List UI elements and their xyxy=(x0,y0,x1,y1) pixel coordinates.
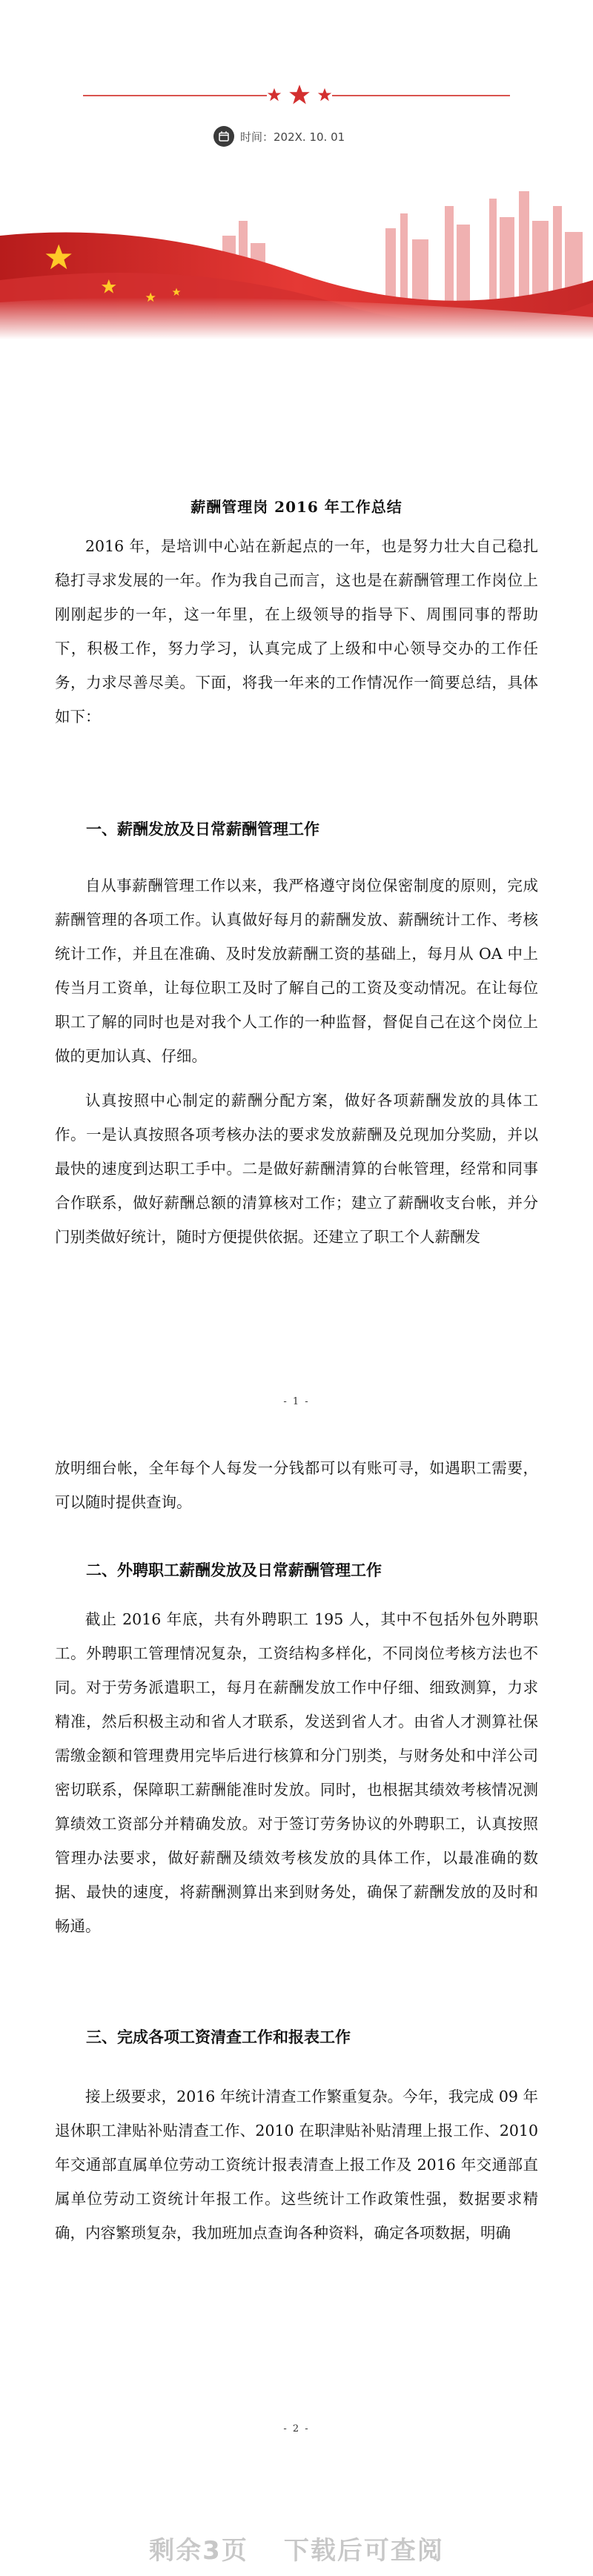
page-number-1: - 1 - xyxy=(283,1396,310,1407)
intro-paragraph: 2016 年，是培训中心站在新起点的一年，也是努力壮大自己稳扎稳打寻求发展的一年。作为我自己而言，这也是在薪酬管理工作岗位上刚刚起步的一年，这一年里，在上级领导的指导下、周围同事的帮助下，积极工作，努力学习，认真完成了上级和中心领导交办的工作任务，力求尽善尽美。下面，将我一年来的工作情况作一简要总结，具体如下： xyxy=(55,537,538,726)
section-3-paragraph-1: 接上级要求，2016 年统计清查工作繁重复杂。今年，我完成 09 年退休职工津贴补贴清查工作、2010 在职津贴补贴清理上报工作、2010 年交通部直属单位劳动工资统计报表清查上报工作及 2016 年交通部直属单位劳动工资统计年报工作。这些统计工作政策性强，数据要求精确，内容繁琐复杂，我加班加点查询各种资料，确定各项数据，明确 xyxy=(55,2088,538,2242)
section-1-paragraph-1: 自从事薪酬管理工作以来，我严格遵守岗位保密制度的原则，完成薪酬管理的各项工作。认真做好每月的薪酬发放、薪酬统计工作、考核统计工作，并且在准确、及时发放薪酬工资的基础上，每月从 OA 中上传当月工资单，让每位职工及时了解自己的工资及变动情况。在让每位职工了解的同时也是对我个人工作的一种监督，督促自己在这个岗位上做的更加认真、仔细。 xyxy=(55,877,538,1065)
section-3-heading: 三、完成各项工资清查工作和报表工作 xyxy=(86,2028,351,2046)
download-prompt[interactable] xyxy=(0,2520,593,2576)
download-to-view-text: 下载后可查阅 xyxy=(283,2535,444,2566)
star-icon xyxy=(317,87,332,102)
header-rule-left xyxy=(83,95,267,96)
header-banner xyxy=(0,191,593,339)
section-2-paragraph-1: 截止 2016 年底，共有外聘职工 195 人，其中不包括外包外聘职工。外聘职工管理情况复杂，工资结构多样化，不同岗位考核方法也不同。对于劳务派遣职工，每月在薪酬发放工作中仔细、细致测算，力求精准，然后积极主动和省人才联系，发送到省人才。由省人才测算社保需缴金额和管理费用完毕后进行核算和分门别类，与财务处和中洋公司密切联系，保障职工薪酬能准时发放。同时，也根据其绩效考核情况测算绩效工资部分并精确发放。对于签订劳务协议的外聘职工，认真按照管理办法要求，做好薪酬及绩效考核发放的具体工作，以最准确的数据、最快的速度，将薪酬测算出来到财务处，确保了薪酬发放的及时和畅通。 xyxy=(55,1610,538,1935)
page-number-2: - 2 - xyxy=(283,2423,310,2434)
header-stars xyxy=(267,80,332,110)
star-icon xyxy=(288,84,311,106)
section-1-paragraph-2: 认真按照中心制定的薪酬分配方案，做好各项薪酬发放的具体工作。一是认真按照各项考核办法的要求发放薪酬及兑现加分奖励，并以最快的速度到达职工手中。二是做好薪酬清算的台帐管理，经常和同事合作联系，做好薪酬总额的清算核对工作；建立了薪酬收支台帐，并分门别类做好统计，随时方便提供依据。还建立了职工个人薪酬发 xyxy=(55,1092,538,1246)
header-rule-right xyxy=(332,95,510,96)
document-title: 薪酬管理岗 2016 年工作总结 xyxy=(191,498,402,516)
publish-time xyxy=(213,126,345,147)
star-icon xyxy=(267,87,282,102)
publish-time-text: 时间：202X. 10. 01 xyxy=(240,130,345,144)
clock-icon xyxy=(213,126,234,147)
remaining-pages-text: 剩余3页 xyxy=(149,2535,248,2566)
section-2-heading: 二、外聘职工薪酬发放及日常薪酬管理工作 xyxy=(86,1561,382,1579)
section-1-paragraph-2-continued: 放明细台帐，全年每个人每发一分钱都可以有账可寻，如遇职工需要，可以随时提供查询。 xyxy=(55,1459,538,1511)
section-1-heading: 一、薪酬发放及日常薪酬管理工作 xyxy=(86,820,319,838)
